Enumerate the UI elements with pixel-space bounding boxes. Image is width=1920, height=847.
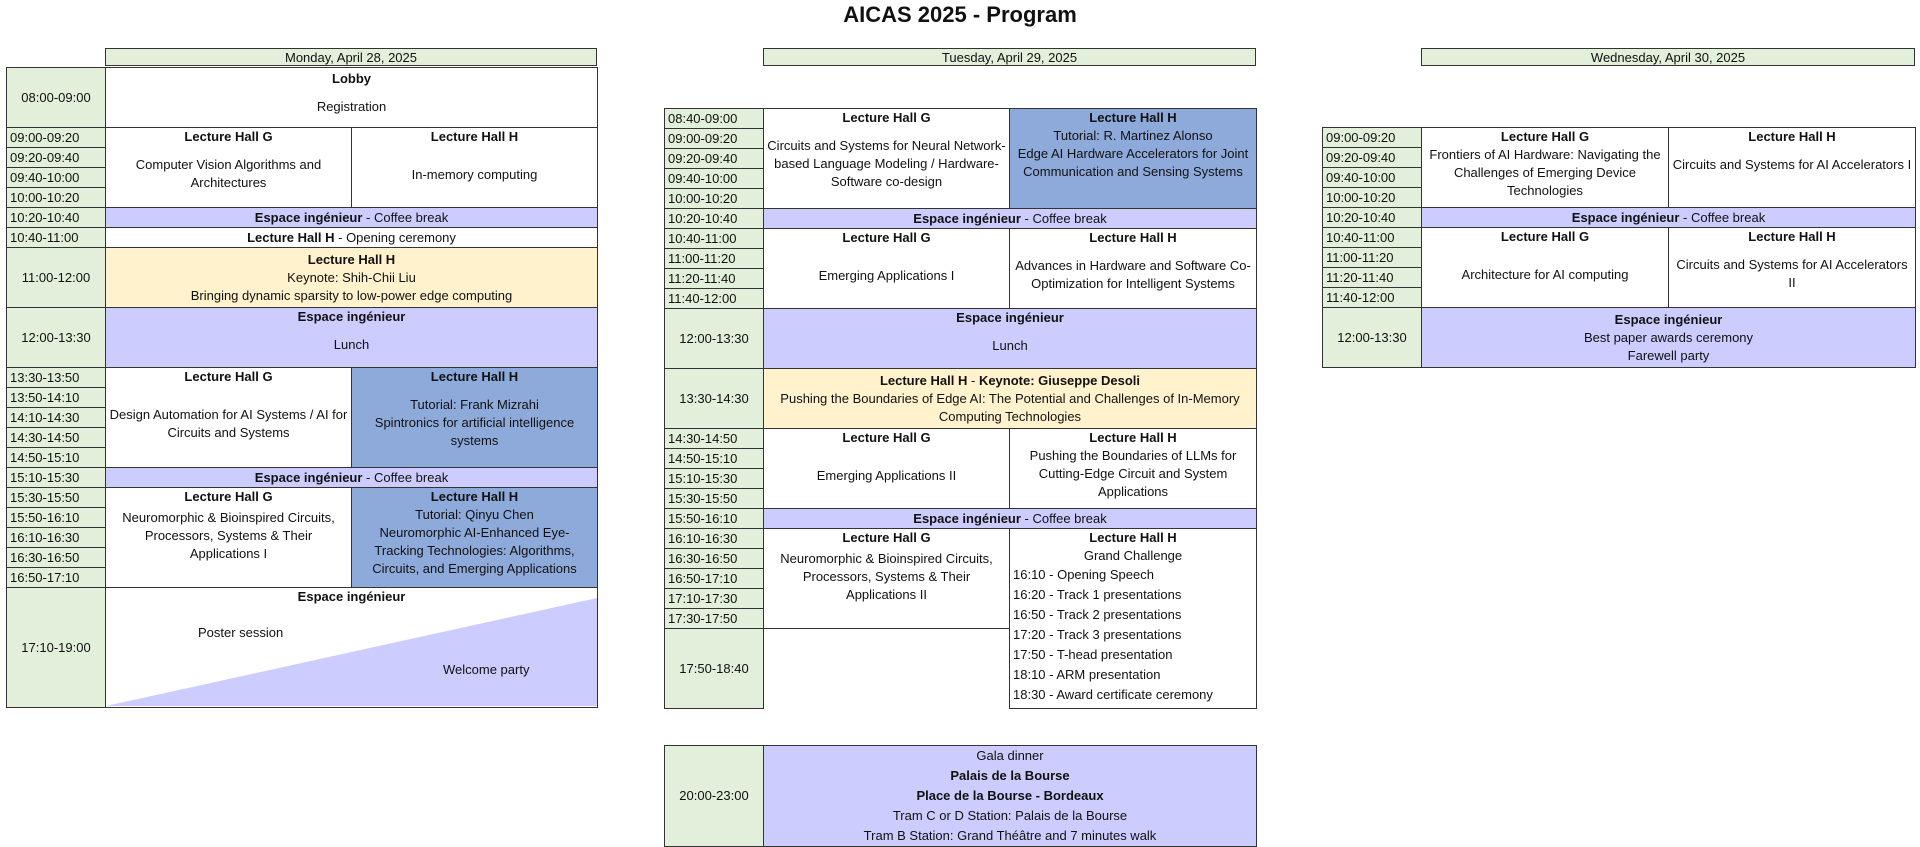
tutorial-title: Neuromorphic AI-Enhanced Eye-Tracking Technologies: Algorithms, Circuits, and Emerging Applications [372, 525, 577, 576]
session-title: Neuromorphic & Bioinspired Circuits, Processors, Systems & Their Applications I [122, 510, 335, 561]
session-hall-g-ea2 [764, 429, 1010, 509]
session-title: Emerging Applications II [816, 468, 957, 483]
tuesday-schedule [664, 108, 1257, 709]
keynote-session [106, 248, 598, 308]
wednesday-schedule [1322, 127, 1916, 368]
time-slot: 10:00-10:20 [7, 188, 106, 208]
session-title: Architecture for AI computing [1461, 267, 1629, 282]
session-title: Farewell party [1627, 347, 1710, 363]
agenda-item: 16:20 - Track 1 presentations [1013, 587, 1182, 602]
separator: - [1679, 209, 1691, 225]
session-title: Registration [316, 98, 387, 114]
lobby-registration [106, 68, 598, 128]
tutorial-mizrahi [352, 368, 598, 468]
break-label: Coffee break [374, 209, 449, 225]
location-label: Espace ingénieur [913, 210, 1021, 226]
session-hall-g-ea1 [764, 229, 1010, 309]
welcome-party: Welcome party [443, 662, 530, 677]
agenda-item: 17:20 - Track 3 presentations [1013, 627, 1182, 642]
hall-label: Lecture Hall H [1089, 110, 1177, 125]
time-slot: 09:20-09:40 [1323, 148, 1422, 168]
separator: - [1020, 510, 1033, 526]
keynote-speaker: Keynote: Giuseppe Desoli [978, 372, 1141, 388]
location-label: Espace ingénieur [956, 310, 1064, 325]
session-hall-h-cas2 [1669, 228, 1916, 308]
separator: - [334, 229, 347, 245]
session-title: Computer Vision Algorithms and Architectures [135, 157, 322, 190]
time-slot: 08:00-09:00 [7, 68, 106, 128]
tutorial-speaker: Tutorial: Frank Mizrahi [410, 397, 539, 412]
hall-label: Lecture Hall H [247, 229, 335, 245]
event-title: Gala dinner [976, 748, 1044, 763]
poster-session: Poster session [198, 625, 284, 640]
separator: - [362, 209, 374, 225]
time-slot: 16:50-17:10 [665, 569, 764, 589]
session-hall-h-imc [352, 128, 598, 208]
monday-schedule [6, 67, 598, 708]
tram-directions: Tram C or D Station: Palais de la Bourse [892, 808, 1128, 823]
day-header-monday: Monday, April 28, 2025 [105, 48, 597, 66]
time-slot: 11:00-11:20 [1323, 248, 1422, 268]
tutorial-martinez [1010, 109, 1257, 209]
venue-address: Place de la Bourse - Bordeaux [916, 788, 1104, 803]
hall-label: Lecture Hall H [1748, 129, 1836, 144]
agenda-item: 16:50 - Track 2 presentations [1013, 607, 1182, 622]
day-header-wednesday: Wednesday, April 30, 2025 [1421, 48, 1915, 66]
session-hall-g-da [106, 368, 352, 468]
coffee-break [106, 208, 598, 228]
time-slot: 11:40-12:00 [1323, 288, 1422, 308]
hall-label: Lecture Hall G [1500, 229, 1590, 244]
hall-label: Lecture Hall H [430, 369, 519, 384]
time-slot: 10:40-11:00 [7, 228, 106, 248]
time-slot: 10:40-11:00 [1323, 228, 1422, 248]
time-slot: 15:30-15:50 [665, 489, 764, 509]
session-title: Circuits and Systems for Neural Network-based Language Modeling / Hardware-Software co-design [767, 138, 1006, 189]
location-label: Espace ingénieur [297, 309, 406, 324]
session-hall-g-frontiers [1422, 128, 1669, 208]
time-slot: 09:20-09:40 [665, 149, 764, 169]
session-hall-h-cas1 [1669, 128, 1916, 208]
time-slot: 10:20-10:40 [7, 208, 106, 228]
session-hall-g-neuro [106, 488, 352, 588]
coffee-break [764, 209, 1257, 229]
separator: - [1020, 210, 1033, 226]
session-title: Lunch [333, 337, 370, 352]
hall-label: Lecture Hall G [1500, 129, 1590, 144]
gala-dinner [764, 746, 1257, 847]
tutorial-chen [352, 488, 598, 588]
empty-cell [764, 629, 1010, 709]
gala-dinner-block [664, 745, 1257, 847]
session-hall-g-neuro2 [764, 529, 1010, 629]
session-title: Grand Challenge [1083, 548, 1183, 563]
keynote-session [764, 369, 1257, 429]
hall-label: Lecture Hall H [879, 372, 968, 388]
session-title: Lunch [992, 338, 1028, 353]
awards-farewell [1422, 308, 1916, 368]
tram-directions: Tram B Station: Grand Théâtre and 7 minutes walk [863, 828, 1157, 843]
time-slot: 20:00-23:00 [665, 746, 764, 847]
hall-label: Lecture Hall H [1748, 229, 1836, 244]
venue-name: Palais de la Bourse [950, 768, 1070, 783]
time-slot: 09:00-09:20 [1323, 128, 1422, 148]
time-slot: 15:10-15:30 [665, 469, 764, 489]
session-hall-g-nlm [764, 109, 1010, 209]
lunch [764, 309, 1257, 369]
coffee-break [764, 509, 1257, 529]
time-slot: 14:10-14:30 [7, 408, 106, 428]
break-label: Coffee break [374, 469, 449, 485]
hall-label: Lecture Hall H [430, 129, 519, 144]
time-slot: 09:00-09:20 [7, 128, 106, 148]
poster-welcome [106, 588, 598, 708]
hall-label: Lecture Hall G [184, 369, 273, 384]
hall-label: Lecture Hall G [842, 110, 931, 125]
hall-label: Lecture Hall H [430, 489, 519, 504]
session-hall-h-llm [1010, 429, 1257, 509]
keynote-title: Pushing the Boundaries of Edge AI: The Potential and Challenges of In-Memory Computing Technologies [780, 390, 1240, 424]
location-label: Espace ingénieur [1571, 209, 1680, 225]
time-slot: 14:30-14:50 [665, 429, 764, 449]
time-slot: 12:00-13:30 [665, 309, 764, 369]
hall-label: Lecture Hall H [1089, 230, 1177, 245]
tutorial-speaker: Tutorial: Qinyu Chen [415, 507, 534, 522]
hall-label: Lecture Hall G [842, 430, 931, 445]
tutorial-speaker: Tutorial: R. Martinez Alonso [1053, 128, 1213, 143]
grand-challenge [1010, 529, 1257, 709]
grand-challenge-agenda [1013, 565, 1253, 705]
time-slot: 09:40-10:00 [1323, 168, 1422, 188]
time-slot: 10:20-10:40 [1323, 208, 1422, 228]
lunch [106, 308, 598, 368]
session-hall-g-arch [1422, 228, 1669, 308]
time-slot: 09:40-10:00 [665, 169, 764, 189]
hall-label: Lecture Hall G [184, 129, 273, 144]
time-slot: 16:10-16:30 [665, 529, 764, 549]
time-slot: 13:30-14:30 [665, 369, 764, 429]
time-slot: 13:30-13:50 [7, 368, 106, 388]
keynote-speaker: Keynote: Shih-Chii Liu [287, 269, 416, 285]
location-label: Espace ingénieur [254, 469, 363, 485]
break-label: Coffee break [1691, 209, 1766, 225]
break-label: Coffee break [1032, 510, 1107, 526]
coffee-break [106, 468, 598, 488]
time-slot: 17:10-17:30 [665, 589, 764, 609]
time-slot: 17:30-17:50 [665, 609, 764, 629]
session-title: Neuromorphic & Bioinspired Circuits, Processors, Systems & Their Applications II [780, 551, 993, 602]
session-title: Circuits and Systems for AI Accelerators I [1672, 157, 1912, 172]
location-label: Espace ingénieur [1614, 311, 1723, 327]
time-slot: 11:40-12:00 [665, 289, 764, 309]
time-slot: 15:50-16:10 [665, 509, 764, 529]
time-slot: 11:00-12:00 [7, 248, 106, 308]
location-label: Espace ingénieur [254, 209, 363, 225]
time-slot: 14:50-15:10 [7, 448, 106, 468]
hall-label: Lecture Hall H [307, 251, 396, 267]
separator: - [362, 469, 374, 485]
time-slot: 09:20-09:40 [7, 148, 106, 168]
time-slot: 15:50-16:10 [7, 508, 106, 528]
hall-label: Lecture Hall G [842, 530, 931, 545]
time-slot: 13:50-14:10 [7, 388, 106, 408]
time-slot: 12:00-13:30 [1323, 308, 1422, 368]
session-title: Design Automation for AI Systems / AI for Circuits and Systems [109, 407, 348, 440]
time-slot: 11:20-11:40 [665, 269, 764, 289]
agenda-item: 17:50 - T-head presentation [1013, 647, 1173, 662]
time-slot: 16:30-16:50 [665, 549, 764, 569]
session-title: Circuits and Systems for AI Accelerators II [1676, 257, 1908, 290]
tutorial-title: Edge AI Hardware Accelerators for Joint Communication and Sensing Systems [1017, 146, 1249, 179]
page-title: AICAS 2025 - Program [843, 2, 1077, 27]
time-slot: 16:50-17:10 [7, 568, 106, 588]
session-title: Emerging Applications I [818, 268, 955, 283]
hall-label: Lecture Hall G [842, 230, 931, 245]
time-slot: 10:00-10:20 [665, 189, 764, 209]
agenda-item: 18:30 - Award certificate ceremony [1013, 687, 1213, 702]
time-slot: 15:30-15:50 [7, 488, 106, 508]
location-label: Lobby [332, 70, 371, 86]
time-slot: 12:00-13:30 [7, 308, 106, 368]
session-title: In-memory computing [411, 167, 538, 182]
opening-ceremony [106, 228, 598, 248]
session-title: Best paper awards ceremony [1583, 329, 1754, 345]
time-slot: 14:30-14:50 [7, 428, 106, 448]
time-slot: 10:00-10:20 [1323, 188, 1422, 208]
session-hall-g-cv [106, 128, 352, 208]
session-title: Opening ceremony [346, 229, 456, 245]
time-slot: 15:10-15:30 [7, 468, 106, 488]
coffee-break [1422, 208, 1916, 228]
time-slot: 17:50-18:40 [665, 629, 764, 709]
time-slot: 11:20-11:40 [1323, 268, 1422, 288]
hall-label: Lecture Hall H [1089, 530, 1177, 545]
agenda-item: 18:10 - ARM presentation [1013, 667, 1161, 682]
time-slot: 16:10-16:30 [7, 528, 106, 548]
hall-label: Lecture Hall G [184, 489, 273, 504]
time-slot: 09:40-10:00 [7, 168, 106, 188]
time-slot: 08:40-09:00 [665, 109, 764, 129]
time-slot: 14:50-15:10 [665, 449, 764, 469]
location-label: Espace ingénieur [297, 589, 406, 604]
tutorial-title: Spintronics for artificial intelligence systems [374, 415, 575, 448]
time-slot: 17:10-19:00 [7, 588, 106, 708]
break-label: Coffee break [1032, 210, 1107, 226]
time-slot: 10:40-11:00 [665, 229, 764, 249]
session-hall-h-adv [1010, 229, 1257, 309]
keynote-title: Bringing dynamic sparsity to low-power edge computing [190, 287, 513, 303]
hall-label: Lecture Hall H [1089, 430, 1177, 445]
location-label: Espace ingénieur [913, 510, 1021, 526]
session-title: Advances in Hardware and Software Co-Optimization for Intelligent Systems [1015, 258, 1251, 291]
time-slot: 16:30-16:50 [7, 548, 106, 568]
time-slot: 10:20-10:40 [665, 209, 764, 229]
session-title: Frontiers of AI Hardware: Navigating the Challenges of Emerging Device Technologies [1429, 147, 1661, 198]
time-slot: 11:00-11:20 [665, 249, 764, 269]
session-title: Pushing the Boundaries of LLMs for Cutting-Edge Circuit and System Applications [1029, 448, 1237, 499]
agenda-item: 16:10 - Opening Speech [1013, 567, 1154, 582]
separator: - [967, 372, 979, 388]
day-header-tuesday: Tuesday, April 29, 2025 [763, 48, 1256, 66]
time-slot: 09:00-09:20 [665, 129, 764, 149]
